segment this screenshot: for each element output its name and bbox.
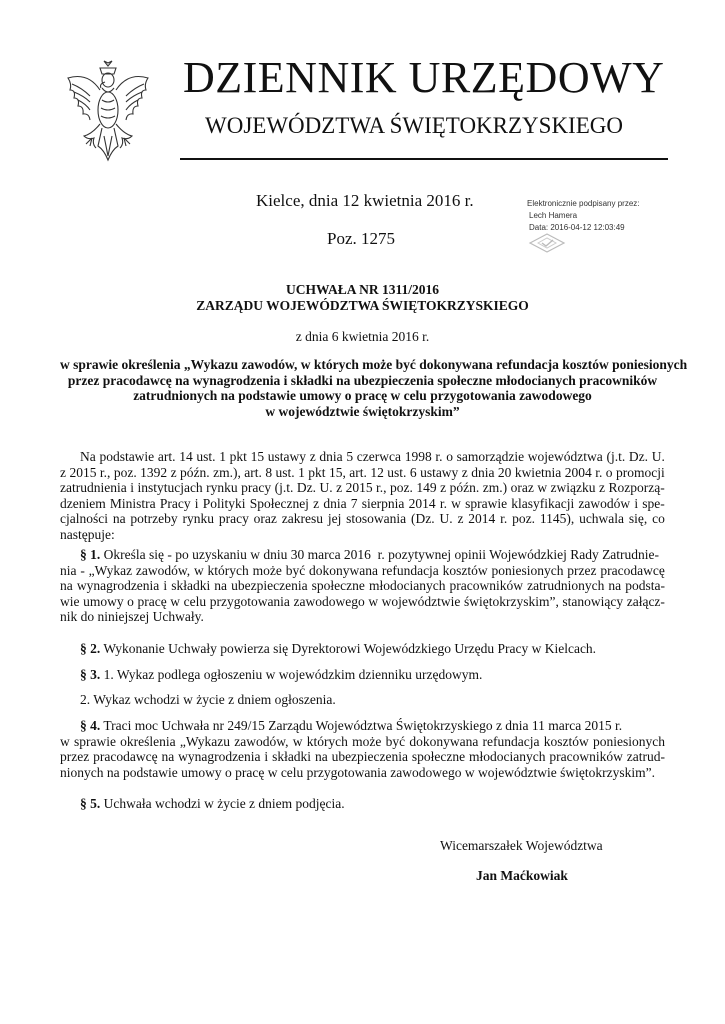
text-line: nik do niniejszej Uchwały. [60, 609, 204, 624]
section-4 [60, 718, 665, 780]
text-line: cjalności na potrzeby rynku pracy oraz zakresu jej stosowania (Dz. U. z 2014 r. poz. 1145), uchwala się, co [60, 511, 665, 526]
text-line: na wynagrodzenia i składki na ubezpieczenia społeczne młodocianych pracowników zatrudnionych na podsta- [60, 578, 665, 593]
white-eagle-emblem-icon [62, 58, 154, 164]
issue-place-date: Kielce, dnia 12 kwietnia 2016 r. [256, 191, 474, 210]
preamble [60, 449, 665, 542]
section-2 [60, 641, 665, 657]
text-line: Na podstawie art. 14 ust. 1 pkt 15 ustawy z dnia 5 czerwca 1998 r. o samorządzie województwa (j.t. Dz. U. [80, 449, 665, 464]
signature-check-icon [528, 232, 566, 254]
text-line: § 3. 1. Wykaz podlega ogłoszeniu w wojewódzkim dzienniku urzędowym. [80, 667, 483, 682]
section-label: § 4. [80, 718, 101, 733]
text-line: nionych na podstawie umowy o pracę w celu przygotowania zawodowego w województwie świętokrzyskim”. [60, 764, 655, 780]
text-line: nia - „Wykaz zawodów, w których może być dokonywana refundacja kosztów poniesionych przez pracodawcę [60, 562, 665, 578]
text-line: zatrudnienia i instytucjach rynku pracy (j.t. Dz. U. z 2015 r., poz. 149 z późn. zm.) oraz w związku z Rozporzą- [60, 480, 665, 495]
signatory-role: Wicemarszałek Województwa [440, 838, 603, 853]
resolution-date: z dnia 6 kwietnia 2016 r. [295, 329, 430, 344]
position-number: Poz. 1275 [327, 229, 395, 248]
signatory-name: Jan Maćkowiak [476, 868, 568, 883]
text-line: 2. Wykaz wchodzi w życie z dniem ogłoszenia. [80, 692, 336, 707]
section-5 [60, 796, 665, 812]
section-3 [60, 667, 665, 683]
section-3-item-2 [60, 692, 665, 708]
signature-label: Elektronicznie podpisany przez: [527, 199, 640, 208]
text-line: § 4. Traci moc Uchwała nr 249/15 Zarządu Województwa Świętokrzyskiego z dnia 11 marca 2015 r. [80, 718, 623, 733]
text-line: następuje: [60, 526, 115, 542]
subject-line: zatrudnionych na podstawie umowy o pracę w celu przygotowania zawodowego [133, 388, 592, 403]
text-line: § 2. Wykonanie Uchwały powierza się Dyrektorowi Wojewódzkiego Urzędu Pracy w Kielcach. [80, 641, 597, 656]
text-line: dzeniem Ministra Pracy i Polityki Społecznej z dnia 7 sierpnia 2014 r. w sprawie klasyfikacji zawodów i spe- [60, 495, 665, 511]
text-line: wie umowy o pracę w celu przygotowania zawodowego w województwie świętokrzyskim”, stanowiący załącz- [60, 593, 665, 609]
electronic-signature-box [527, 198, 677, 234]
text-line: w sprawie określenia „Wykazu zawodów, w których może być dokonywana refundacja kosztów poniesionych [60, 733, 665, 749]
section-label: § 2. [80, 641, 101, 656]
section-1 [60, 547, 665, 625]
journal-subtitle: WOJEWÓDZTWA ŚWIĘTOKRZYSKIEGO [205, 113, 623, 138]
resolution-subject [60, 357, 688, 419]
signer-name: Lech Hamera [529, 211, 578, 220]
text-line: § 5. Uchwała wchodzi w życie z dniem podjęcia. [80, 796, 345, 811]
resolution-body: ZARZĄDU WOJEWÓDZTWA ŚWIĘTOKRZYSKIEGO [196, 298, 529, 313]
text-line: przez pracodawcę na wynagrodzenia i składki na ubezpieczenia społeczne młodocianych pracowników zatrud- [60, 749, 665, 764]
signature-date: Data: 2016-04-12 12:03:49 [529, 223, 625, 232]
subject-line: w województwie świętokrzyskim” [265, 403, 460, 419]
section-label: § 1. [80, 547, 101, 562]
subject-line: w sprawie określenia „Wykazu zawodów, w których może być dokonywana refundacja kosztów poniesionych [60, 357, 688, 372]
text-line: z 2015 r., poz. 1392 z późn. zm.), art. 8 ust. 1 pkt 15, art. 12 ust. 6 ustawy z dnia 20 kwietnia 2004 r. o promocji [60, 464, 665, 480]
journal-title: DZIENNIK URZĘDOWY [183, 53, 665, 102]
section-label: § 3. [80, 667, 101, 682]
resolution-number: UCHWAŁA NR 1311/2016 [285, 282, 439, 297]
header-divider [180, 158, 668, 160]
section-label: § 5. [80, 796, 101, 811]
text-line: § 1. Określa się - po uzyskaniu w dniu 30 marca 2016 r. pozytywnej opinii Wojewódzkiej Rady Zatrudnie- [80, 547, 660, 562]
subject-line: przez pracodawcę na wynagrodzenia i składki na ubezpieczenia społeczne młodocianych pracowników [67, 372, 658, 388]
